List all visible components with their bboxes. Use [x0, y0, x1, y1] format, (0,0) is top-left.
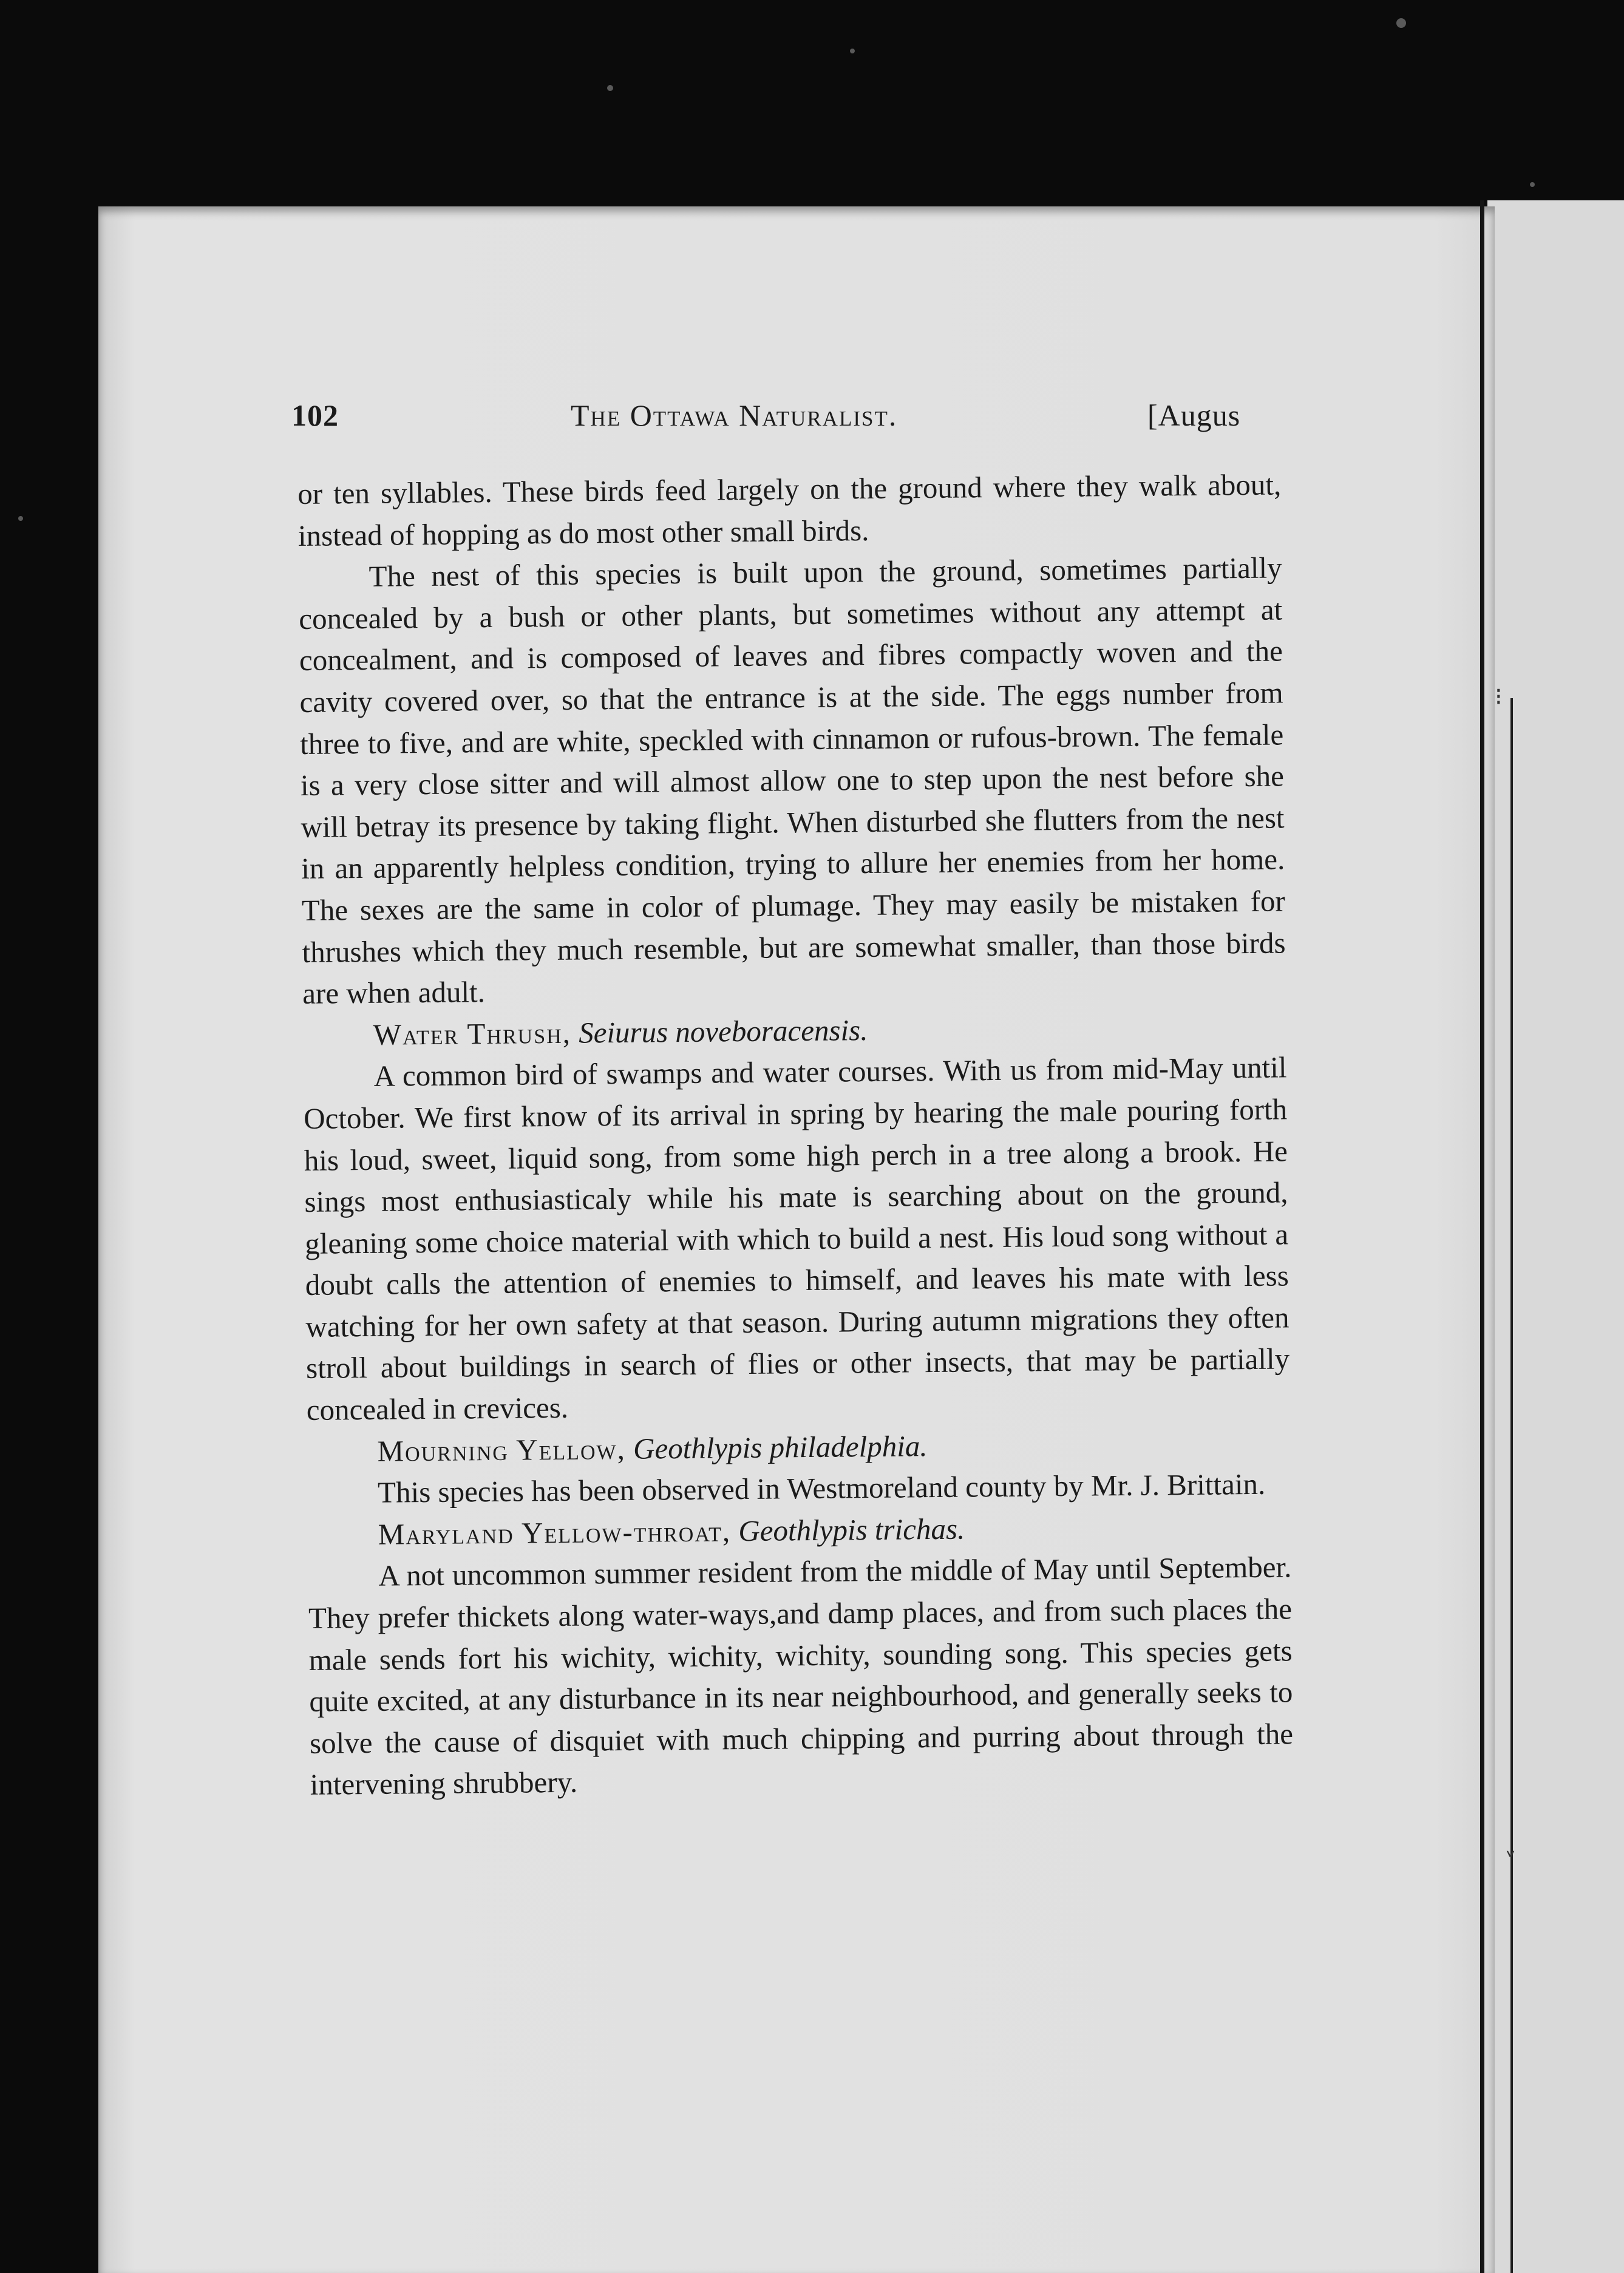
paragraph: The nest of this species is built upon the ground, sometimes partially concealed by a bush or other plants, but sometimes without any attempt at concealment, and is composed of leaves and fibres compactly woven and the cavity covered over, so that the entrance is at the side. The eggs number from three to five, and are white, speckled with cinnamon or rufous-brown. The female is a very close sitter and will almost allow one to step upon the nest before she will betray its presence by taking flight. When disturbed she flutters from the nest in an apparently helpless condition, trying to allure her enemies from her home. The sexes are the same in color of plumage. They may easily be mistaken for thrushes which they much resemble, but are somewhat smaller, than those birds are when adult. [299, 551, 1286, 1011]
background-speck [18, 516, 23, 521]
running-head [291, 398, 1263, 446]
background-speck [1396, 18, 1406, 28]
species-scientific-name: Geothlypis trichas. [738, 1512, 965, 1548]
page-number: 102 [291, 398, 339, 432]
journal-title: The Ottawa Naturalist. [571, 398, 898, 432]
running-head-month: [Augus [1147, 398, 1241, 432]
article-text [297, 464, 1294, 1806]
background-speck [607, 85, 613, 91]
page-gutter-line [1480, 200, 1484, 2273]
facing-page-mark: ˅ [1504, 1849, 1517, 1877]
paragraph: or ten syllables. These birds feed largely on the ground where they walk about, instead of hopping as do most other small birds. [297, 467, 1282, 552]
facing-page-edge [1487, 200, 1624, 2273]
species-scientific-name: Seiurus noveboracensis. [578, 1013, 868, 1050]
paragraph: This species has been observed in Westmoreland county by Mr. J. Brittain. [377, 1467, 1266, 1510]
facing-page-mark: ⁝ [1495, 683, 1503, 711]
background-speck [850, 49, 855, 53]
facing-page-rule [1510, 698, 1513, 2273]
paragraph: A not uncommon summer resident from the middle of May until September. They prefer thickets along water-ways,and damp places, and from such places the male sends fort his wichity, wichity, wichity, sounding song. This species gets quite excited, at any disturbance in its near neighbourhood, and generally seeks to solve the cause of disquiet with much chipping and purring about through the intervening shrubbery. [308, 1550, 1294, 1802]
background-speck [1530, 182, 1535, 187]
paragraph: A common bird of swamps and water courses. With us from mid-May until October. We first know of its arrival in spring by hearing the male pouring forth his loud, sweet, liquid song, from some high perch in a tree along a brook. He sings most enthusiasticaly while his mate is searching about on the ground, gleaning some choice material with which to build a nest. His loud song without a doubt calls the attention of enemies to himself, and leaves his mate with less watching for her own safety at that season. During autumn migrations they often stroll about buildings in search of flies or other insects, that may be partially concealed in crevices. [303, 1050, 1290, 1427]
species-scientific-name: Geothlypis philadelphia. [633, 1429, 928, 1466]
species-common-name: Water Thrush, [373, 1016, 572, 1052]
species-common-name: Maryland Yellow-throat, [378, 1514, 732, 1551]
species-common-name: Mourning Yellow, [377, 1432, 627, 1468]
